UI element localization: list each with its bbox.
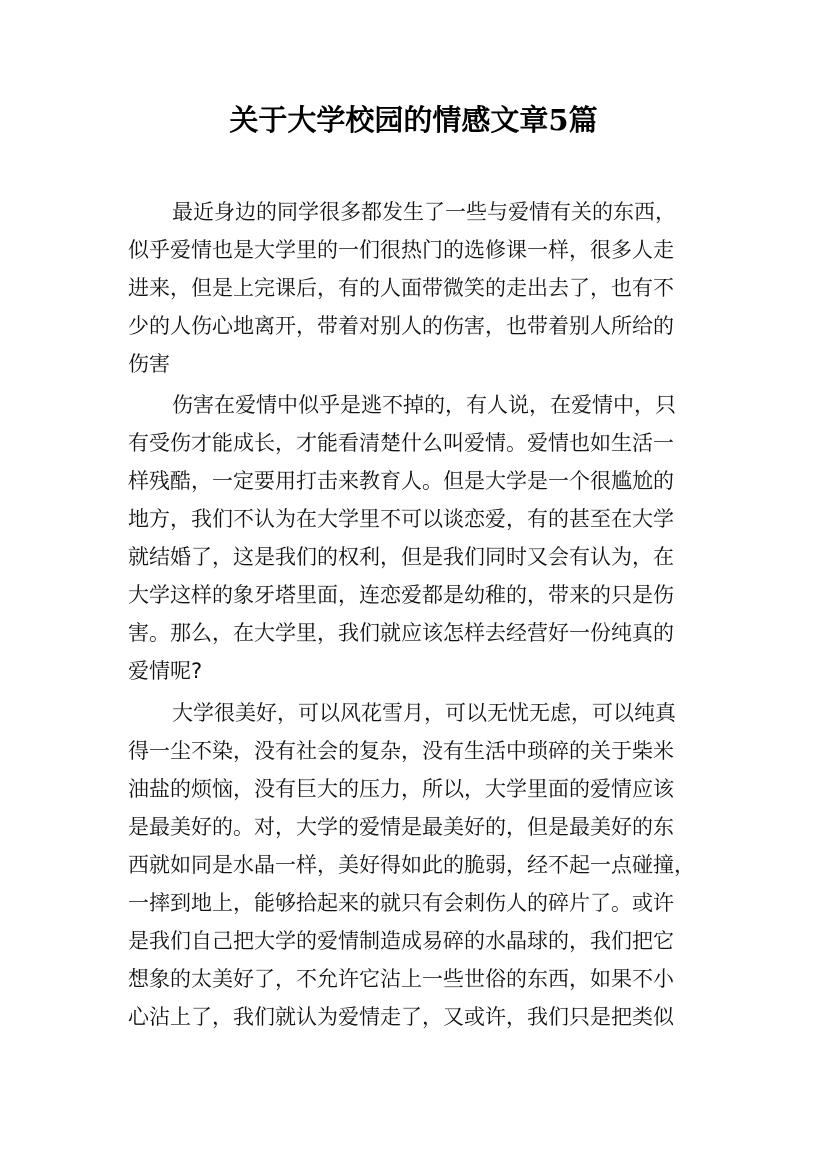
text-line: 样残酷，一定要用打击来教育人。但是大学是一个很尴尬的 bbox=[128, 469, 674, 493]
text-line: 是我们自己把大学的爱情制造成易碎的水晶球的，我们把它 bbox=[128, 929, 674, 953]
text-line: 一摔到地上，能够拾起来的就只有会刺伤人的碎片了。或许 bbox=[128, 891, 674, 915]
text-line: 似乎爱情也是大学里的一们很热门的选修课一样，很多人走 bbox=[128, 238, 674, 262]
text-line: 害。那么，在大学里，我们就应该怎样去经营好一份纯真的 bbox=[128, 621, 674, 645]
text-line: 是最美好的。对，大学的爱情是最美好的，但是最美好的东 bbox=[128, 815, 674, 839]
text-line: 心沾上了，我们就认为爱情走了，又或许，我们只是把类似 bbox=[128, 1005, 674, 1029]
text-line: 进来，但是上完课后，有的人面带微笑的走出去了，也有不 bbox=[128, 276, 674, 300]
text-line: 油盐的烦恼，没有巨大的压力，所以，大学里面的爱情应该 bbox=[128, 777, 674, 801]
text-line: 得一尘不染，没有社会的复杂，没有生活中琐碎的关于柴米 bbox=[128, 739, 674, 763]
text-line: 大学很美好，可以风花雪月，可以无忧无虑，可以纯真 bbox=[172, 701, 676, 725]
text-line: 伤害在爱情中似乎是逃不掉的，有人说，在爱情中，只 bbox=[172, 393, 676, 417]
text-line: 伤害 bbox=[128, 352, 170, 376]
text-line: 最近身边的同学很多都发生了一些与爱情有关的东西， bbox=[172, 200, 676, 224]
text-line: 地方，我们不认为在大学里不可以谈恋爱，有的甚至在大学 bbox=[128, 507, 674, 531]
text-line: 少的人伤心地离开，带着对别人的伤害，也带着别人所给的 bbox=[128, 314, 674, 338]
text-line: 就结婚了，这是我们的权利，但是我们同时又会有认为，在 bbox=[128, 545, 674, 569]
text-line: 有受伤才能成长，才能看清楚什么叫爱情。爱情也如生活一 bbox=[128, 431, 674, 455]
document-title: 关于大学校园的情感文章5篇 bbox=[229, 103, 598, 137]
text-line: 爱情呢? bbox=[128, 659, 203, 683]
text-line: 想象的太美好了，不允许它沾上一些世俗的东西，如果不小 bbox=[128, 967, 674, 991]
text-line: 大学这样的象牙塔里面，连恋爱都是幼稚的，带来的只是伤 bbox=[128, 583, 674, 607]
text-line: 西就如同是水晶一样，美好得如此的脆弱，经不起一点碰撞， bbox=[128, 853, 695, 877]
